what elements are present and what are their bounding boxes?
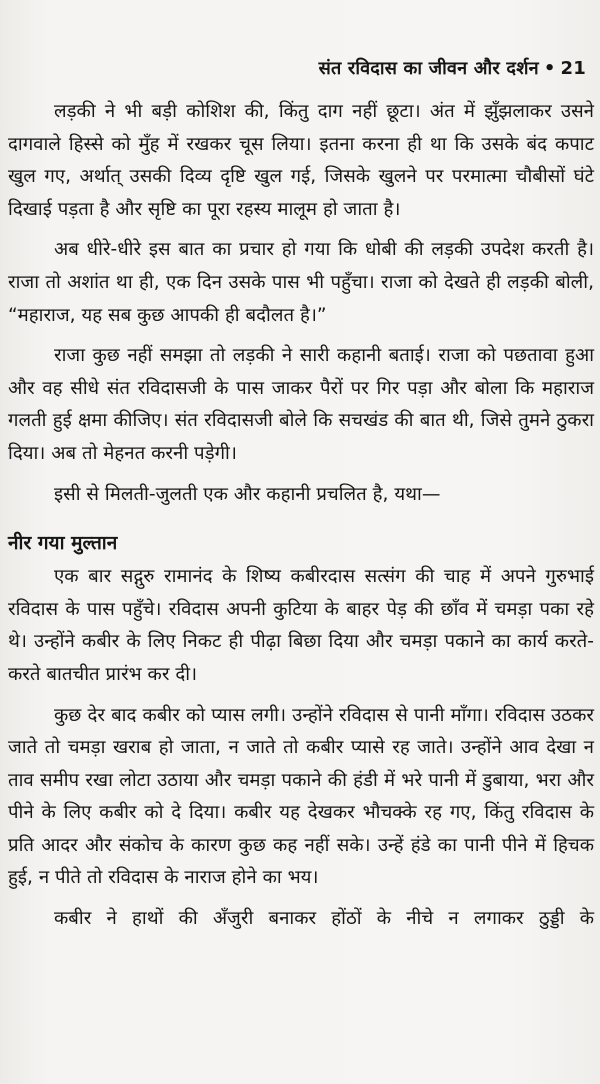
paragraph: लड़की ने भी बड़ी कोशिश की, किंतु दाग नहीं छूटा। अंत में झुँझलाकर उसने दागवाले हिस्से को मुँह में रखकर चूस लिया। इतना करना ही था कि उसके बंद कपाट खुल गए, अर्थात् उसकी दिव्य दृष्टि खुल गई, जिसके खुलने पर परमात्मा चौबीसों घंटे दिखाई पड़ता है और सृष्टि का पूरा रहस्य मालूम हो जाता है। — [8, 101, 594, 220]
paragraph: अब धीरे-धीरे इस बात का प्रचार हो गया कि धोबी की लड़की उपदेश करती है। राजा तो अशांत था ही, एक दिन उसके पास भी पहुँचा। राजा को देखते ही लड़की बोली, “महाराज, यह सब कुछ आपकी ही बदौलत है।” — [8, 239, 594, 326]
paragraph: कुछ देर बाद कबीर को प्यास लगी। उन्होंने रविदास से पानी माँगा। रविदास उठकर जाते तो चमड़ा खराब हो जाता, न जाते तो कबीर प्यासे रह जाते। उन्होंने आव देखा न ताव समीप रखा लोटा उठाया और चमड़ा पकाने की हंडी में भरे पानी में डुबाया, भरा और पीने के लिए कबीर को दे दिया। कबीर यह देखकर भौचक्के रह गए, किंतु रविदास के प्रति आदर और संकोच के कारण कुछ कह नहीं सके। उन्हें हंडे का पानी पीने में हिचक हुई, न पीते तो रविदास के नाराज होने का भय। — [8, 704, 594, 889]
paragraph: एक बार सद्गुरु रामानंद के शिष्य कबीरदास सत्संग की चाह में अपने गुरुभाई रविदास के पास पहुँचे। रविदास अपनी कुटिया के बाहर पेड़ की छाँव में चमड़ा पका रहे थे। उन्होंने कबीर के लिए निकट ही पीढ़ा बिछा दिया और चमड़ा पकाने का कार्य करते-करते बातचीत प्रारंभ कर दी। — [8, 566, 594, 685]
running-header — [319, 56, 586, 80]
paragraph: राजा कुछ नहीं समझा तो लड़की ने सारी कहानी बताई। राजा को पछतावा हुआ और वह सीधे संत रविदासजी के पास जाकर पैरों पर गिर पड़ा और बोला कि महाराज गलती हुई क्षमा कीजिए। संत रविदासजी बोले कि सचखंड की बात थी, जिसे तुमने ठुकरा दिया। अब तो मेहनत करनी पड़ेगी। — [8, 345, 594, 464]
page-body — [8, 96, 594, 944]
header-separator: • — [543, 58, 556, 79]
paragraph: कबीर ने हाथों की अँजुरी बनाकर होंठों के नीचे न लगाकर ठुड्डी के — [54, 908, 594, 930]
book-title: संत रविदास का जीवन और दर्शन — [318, 58, 539, 79]
paragraph: इसी से मिलती-जुलती एक और कहानी प्रचलित है, यथा— — [54, 483, 441, 505]
section-heading: नीर गया मुल्तान — [8, 532, 118, 555]
page-number: 21 — [560, 58, 586, 79]
